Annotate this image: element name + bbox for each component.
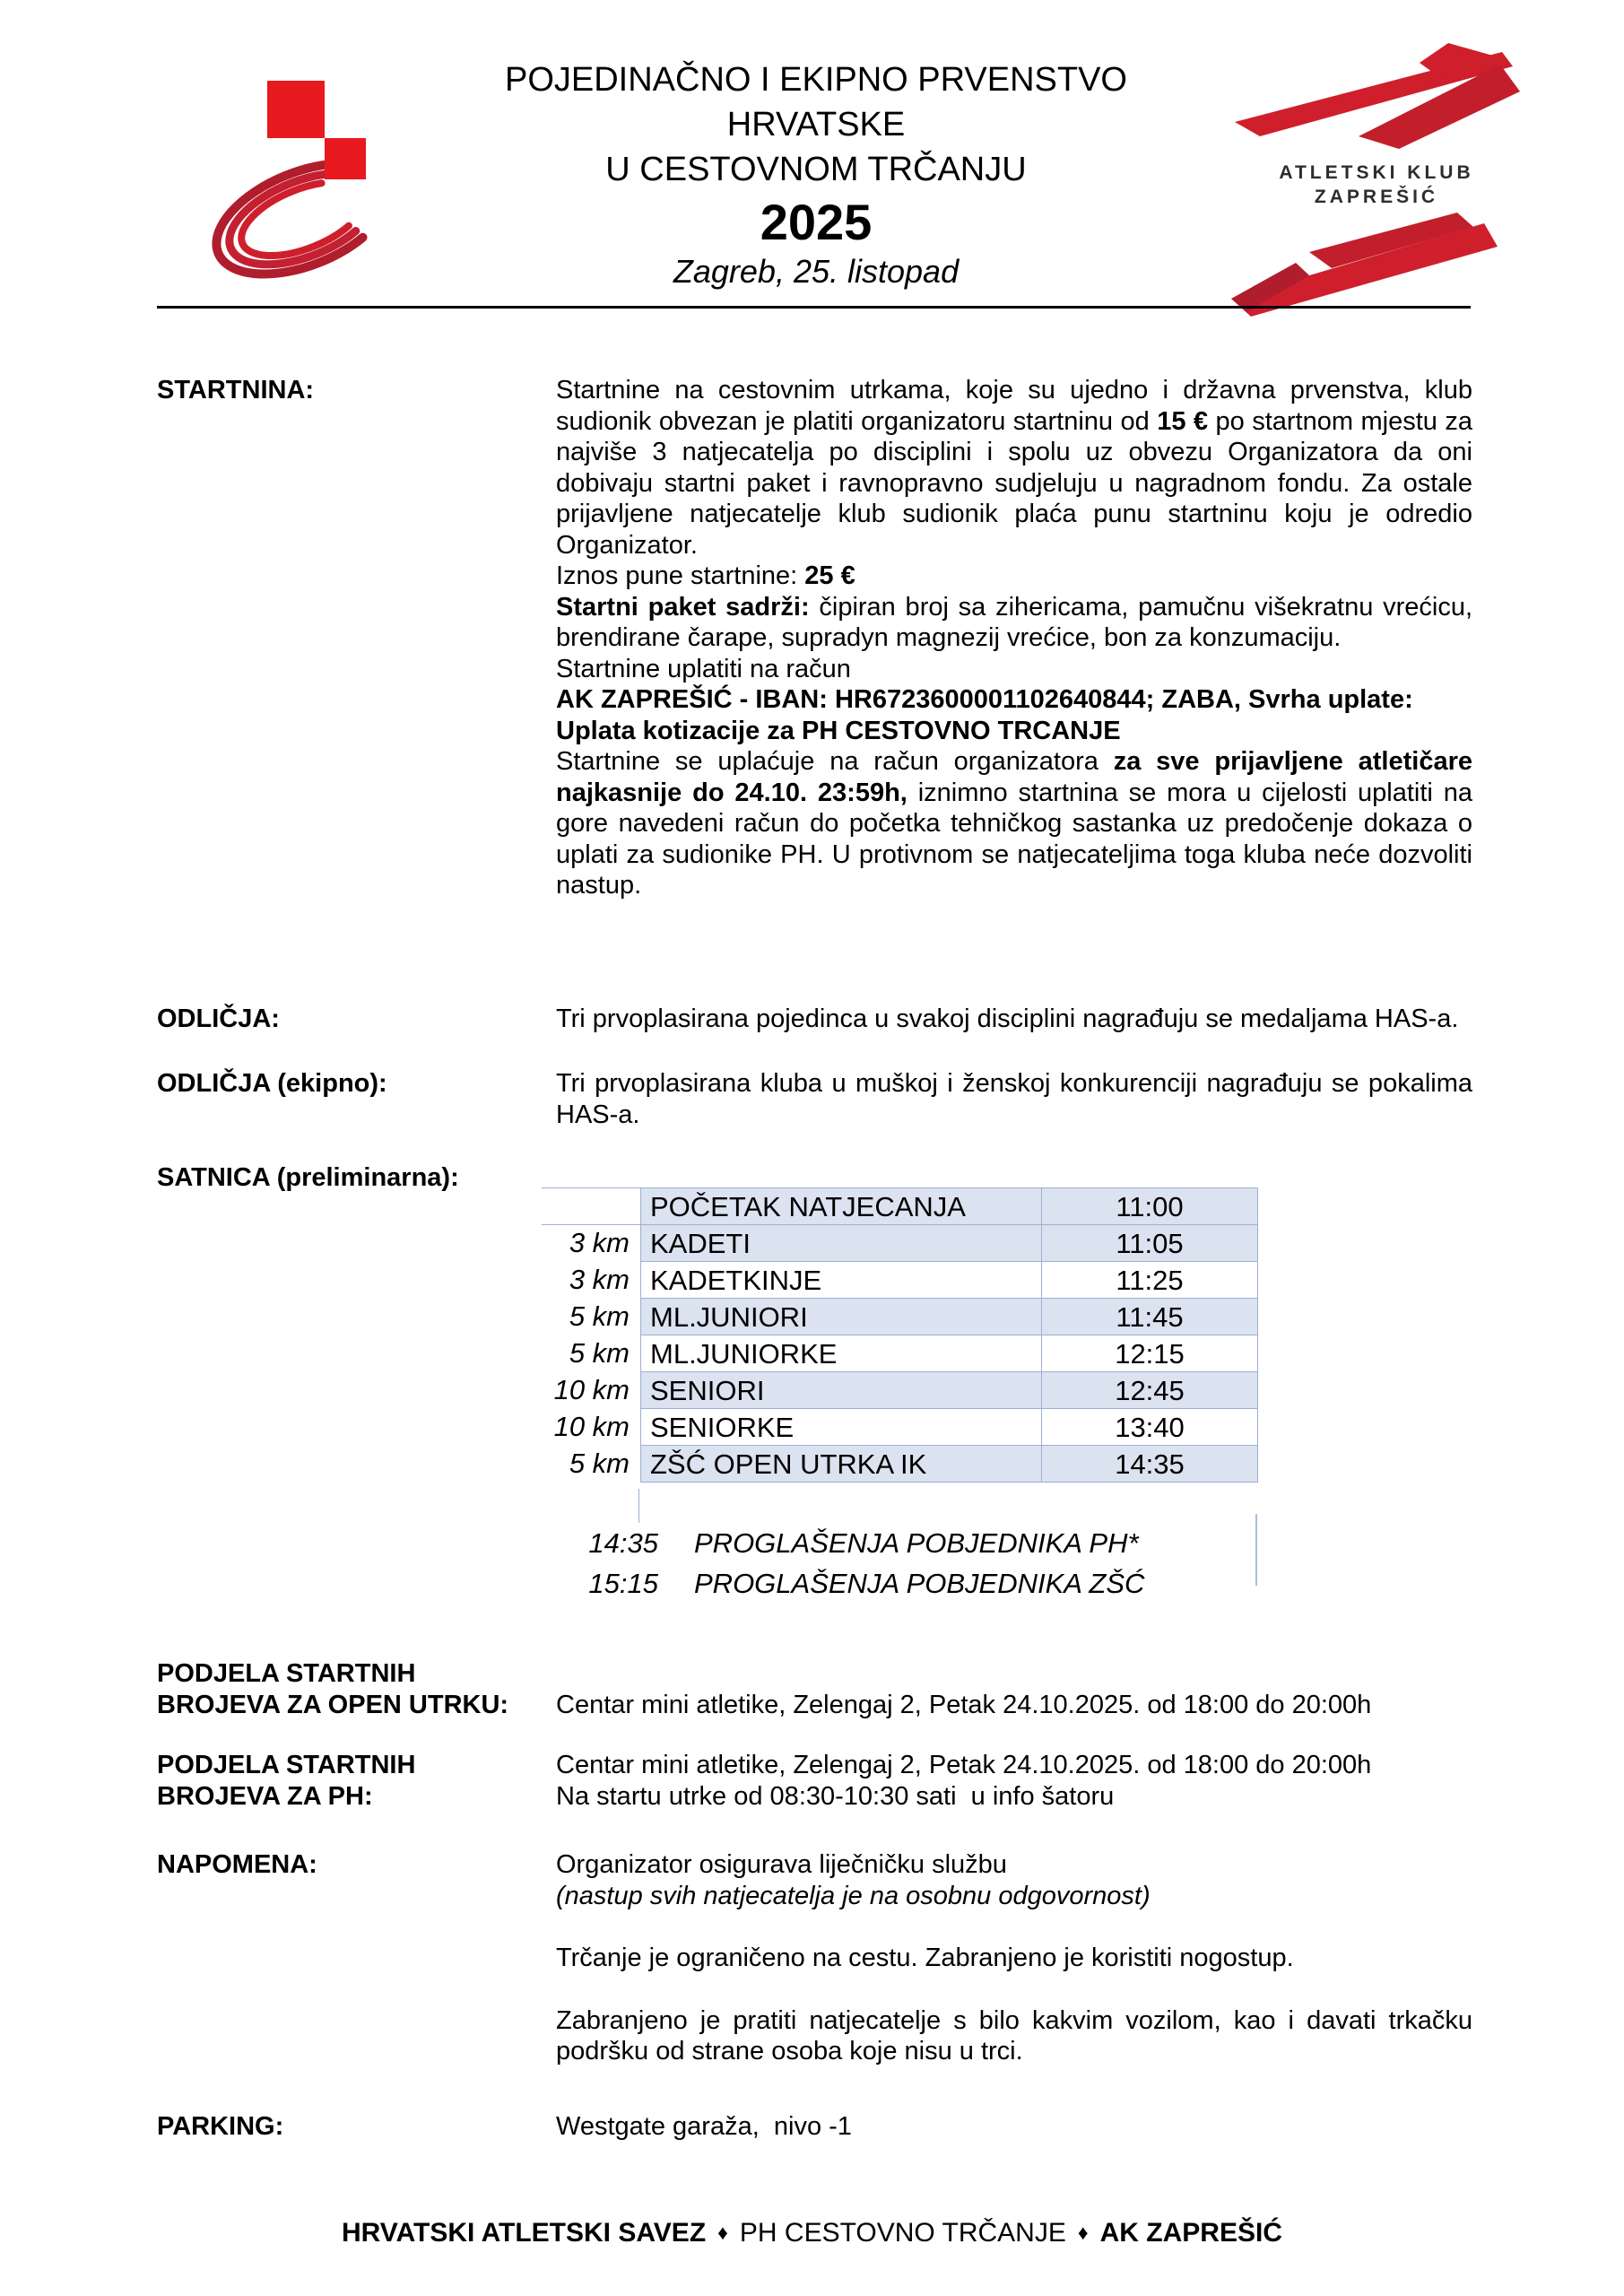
startnina-payment-purpose-line: Uplata kotizacije za PH CESTOVNO TRCANJE bbox=[556, 716, 1121, 745]
podjela-open-text: Centar mini atletike, Zelengaj 2, Petak 24.10.2025. od 18:00 do 20:00h bbox=[556, 1690, 1372, 1719]
schedule-row bbox=[542, 1187, 1258, 1225]
schedule-row bbox=[542, 1261, 1258, 1299]
podjela-ph-line-1: Centar mini atletike, Zelengaj 2, Petak 24.10.2025. od 18:00 do 20:00h bbox=[556, 1751, 1372, 1779]
schedule-row bbox=[542, 1335, 1258, 1372]
napomena-paragraph-2: Trčanje je ograničeno na cestu. Zabranjeno je koristiti nogostup. bbox=[556, 1944, 1294, 1972]
schedule-distance-cell: 5 km bbox=[569, 1337, 630, 1369]
napomena-disclaimer: (nastup svih natjecatelja je na osobnu odgovornost) bbox=[556, 1881, 1151, 1910]
schedule-event-cell: SENIORKE bbox=[640, 1408, 1042, 1446]
napomena-paragraph-3: Zabranjeno je pratiti natjecatelje s bilo kakvim vozilom, kao i davati trkačku podršku od strane osoba koje nisu u trci. bbox=[556, 2005, 1472, 2066]
footer-event-name: PH CESTOVNO TRČANJE bbox=[739, 2218, 1066, 2248]
startnina-paragraph-1: Startnine na cestovnim utrkama, koje su ujedno i državna prvenstva, klub sudionik obvezan je platiti organizatoru startninu od 15 € po startnom mjestu za najviše 3 natjecatelja po disciplini i spolu uz obvezu Organizatora da oni dobivaju startni paket i ravnopravno sudjeluju u nagradnom fondu. Za ostale prijavljene natjecatelje klub sudionik plaća punu startninu koju je odredio Organizator. bbox=[556, 376, 1472, 560]
section-label-startnina: STARTNINA: bbox=[157, 376, 315, 404]
title-location-date: Zagreb, 25. listopad bbox=[673, 253, 960, 290]
announcements-border-remnant bbox=[1255, 1514, 1257, 1586]
schedule-time-cell: 14:35 bbox=[1042, 1445, 1258, 1483]
schedule-table-border-remnant bbox=[638, 1489, 639, 1523]
header-divider bbox=[157, 306, 1471, 309]
section-parking bbox=[157, 2111, 1472, 2143]
section-napomena bbox=[157, 1849, 1472, 2067]
section-podjela-ph bbox=[157, 1750, 1472, 1812]
diamond-icon: ♦ bbox=[717, 2221, 728, 2244]
title-line-3: U CESTOVNOM TRČANJU bbox=[605, 151, 1027, 188]
schedule-row bbox=[542, 1408, 1258, 1446]
schedule-time-cell: 11:05 bbox=[1042, 1224, 1258, 1262]
schedule-distance-cell: 10 km bbox=[553, 1411, 630, 1442]
section-label-parking: PARKING: bbox=[157, 2112, 284, 2141]
schedule-distance-cell: 5 km bbox=[569, 1300, 630, 1332]
schedule-event-cell: ML.JUNIORI bbox=[640, 1298, 1042, 1335]
footer-organization-2: AK ZAPREŠIĆ bbox=[1099, 2218, 1282, 2248]
schedule-time-cell: 12:15 bbox=[1042, 1335, 1258, 1372]
section-label-odlicja: ODLIČJA: bbox=[157, 1004, 280, 1033]
atletski-klub-zapresic-logo-icon bbox=[1224, 36, 1529, 324]
footer-organization-1: HRVATSKI ATLETSKI SAVEZ bbox=[342, 2218, 707, 2248]
schedule-distance-cell: 3 km bbox=[569, 1227, 630, 1258]
schedule-event-cell: POČETAK NATJECANJA bbox=[640, 1187, 1042, 1225]
announcement-text: PROGLAŠENJA POBJEDNIKA ZŠĆ bbox=[694, 1568, 1145, 1599]
schedule-row bbox=[542, 1445, 1258, 1483]
document-footer bbox=[0, 2217, 1624, 2249]
section-label-odlicja-ekipno: ODLIČJA (ekipno): bbox=[157, 1069, 387, 1098]
schedule-event-cell: KADETI bbox=[640, 1224, 1042, 1262]
title-line-1: POJEDINAČNO I EKIPNO PRVENSTVO bbox=[504, 61, 1127, 99]
startnina-package-line: Startni paket sadrži: čipiran broj sa zihericama, pamučnu višekratnu vrećicu, brendirane čarape, supradyn magnezij vrećice, bon za konzumaciju. bbox=[556, 592, 1473, 652]
schedule-row bbox=[542, 1298, 1258, 1335]
schedule-time-cell: 11:00 bbox=[1042, 1187, 1258, 1225]
section-label-podjela-open: PODJELA STARTNIH BROJEVA ZA OPEN UTRKU: bbox=[157, 1659, 509, 1719]
schedule-distance-cell: 5 km bbox=[569, 1448, 630, 1479]
right-logo-text-line-1: ATLETSKI KLUB bbox=[1279, 161, 1474, 183]
schedule-time-cell: 12:45 bbox=[1042, 1371, 1258, 1409]
section-startnina bbox=[157, 375, 1472, 901]
odlicja-ekipno-text: Tri prvoplasirana kluba u muškoj i ženskoj konkurenciji nagrađuju se pokalima HAS-a. bbox=[556, 1069, 1472, 1129]
winner-announcements bbox=[542, 1523, 1144, 1604]
napomena-line-1: Organizator osigurava liječničku službu bbox=[556, 1850, 1007, 1879]
schedule-event-cell: KADETKINJE bbox=[640, 1261, 1042, 1299]
announcement-text: PROGLAŠENJA POBJEDNIKA PH* bbox=[694, 1527, 1139, 1559]
right-logo-text-line-2: ZAPREŠIĆ bbox=[1314, 186, 1439, 207]
schedule-distance-cell bbox=[542, 1187, 640, 1225]
announcement-time: 15:15 bbox=[588, 1568, 658, 1599]
schedule-row bbox=[542, 1371, 1258, 1409]
schedule-event-cell: ML.JUNIORKE bbox=[640, 1335, 1042, 1372]
schedule-table bbox=[542, 1187, 1258, 1483]
schedule-event-cell: SENIORI bbox=[640, 1371, 1042, 1409]
diamond-icon: ♦ bbox=[1077, 2221, 1089, 2244]
document-title bbox=[395, 57, 1238, 292]
schedule-time-cell: 11:45 bbox=[1042, 1298, 1258, 1335]
odlicja-text: Tri prvoplasirana pojedinca u svakoj disciplini nagrađuju se medaljama HAS-a. bbox=[556, 1004, 1459, 1033]
section-odlicja bbox=[157, 1004, 1472, 1035]
podjela-ph-line-2: Na startu utrke od 08:30-10:30 sati u info šatoru bbox=[556, 1781, 1115, 1811]
startnina-full-fee-line: Iznos pune startnine: 25 € bbox=[556, 561, 855, 590]
section-podjela-open bbox=[157, 1658, 1472, 1720]
announcement-line bbox=[542, 1563, 1144, 1604]
schedule-time-cell: 13:40 bbox=[1042, 1408, 1258, 1446]
section-odlicja-ekipno bbox=[157, 1068, 1472, 1130]
schedule-time-cell: 11:25 bbox=[1042, 1261, 1258, 1299]
section-label-napomena: NAPOMENA: bbox=[157, 1850, 317, 1879]
parking-text: Westgate garaža, nivo -1 bbox=[556, 2112, 852, 2141]
schedule-event-cell: ZŠĆ OPEN UTRKA IK bbox=[640, 1445, 1042, 1483]
schedule-distance-cell: 10 km bbox=[553, 1374, 630, 1405]
startnina-paragraph-2: Startnine se uplaćuje na račun organizatora za sve prijavljene atletičare najkasnije do 24.10. 23:59h, iznimno startnina se mora u cijelosti uplatiti na gore navedeni račun do početka tehničkog sastanka uz predočenje dokaza o uplati za sudionike PH. U protivnom se natjecateljima toga kluba neće dozvoliti nastup. bbox=[556, 747, 1472, 900]
title-year: 2025 bbox=[760, 194, 873, 250]
section-label-satnica: SATNICA (preliminarna): bbox=[157, 1163, 459, 1192]
startnina-iban-line: AK ZAPREŠIĆ - IBAN: HR6723600001102640844; ZABA, Svrha uplate: bbox=[556, 685, 1413, 714]
title-line-2: HRVATSKE bbox=[726, 106, 906, 144]
startnina-pay-to-account-line: Startnine uplatiti na račun bbox=[556, 654, 851, 683]
announcement-line bbox=[542, 1523, 1144, 1563]
section-label-podjela-ph: PODJELA STARTNIH BROJEVA ZA PH: bbox=[157, 1751, 416, 1811]
schedule-distance-cell: 3 km bbox=[569, 1264, 630, 1295]
announcement-time: 14:35 bbox=[588, 1527, 658, 1559]
schedule-row bbox=[542, 1224, 1258, 1262]
